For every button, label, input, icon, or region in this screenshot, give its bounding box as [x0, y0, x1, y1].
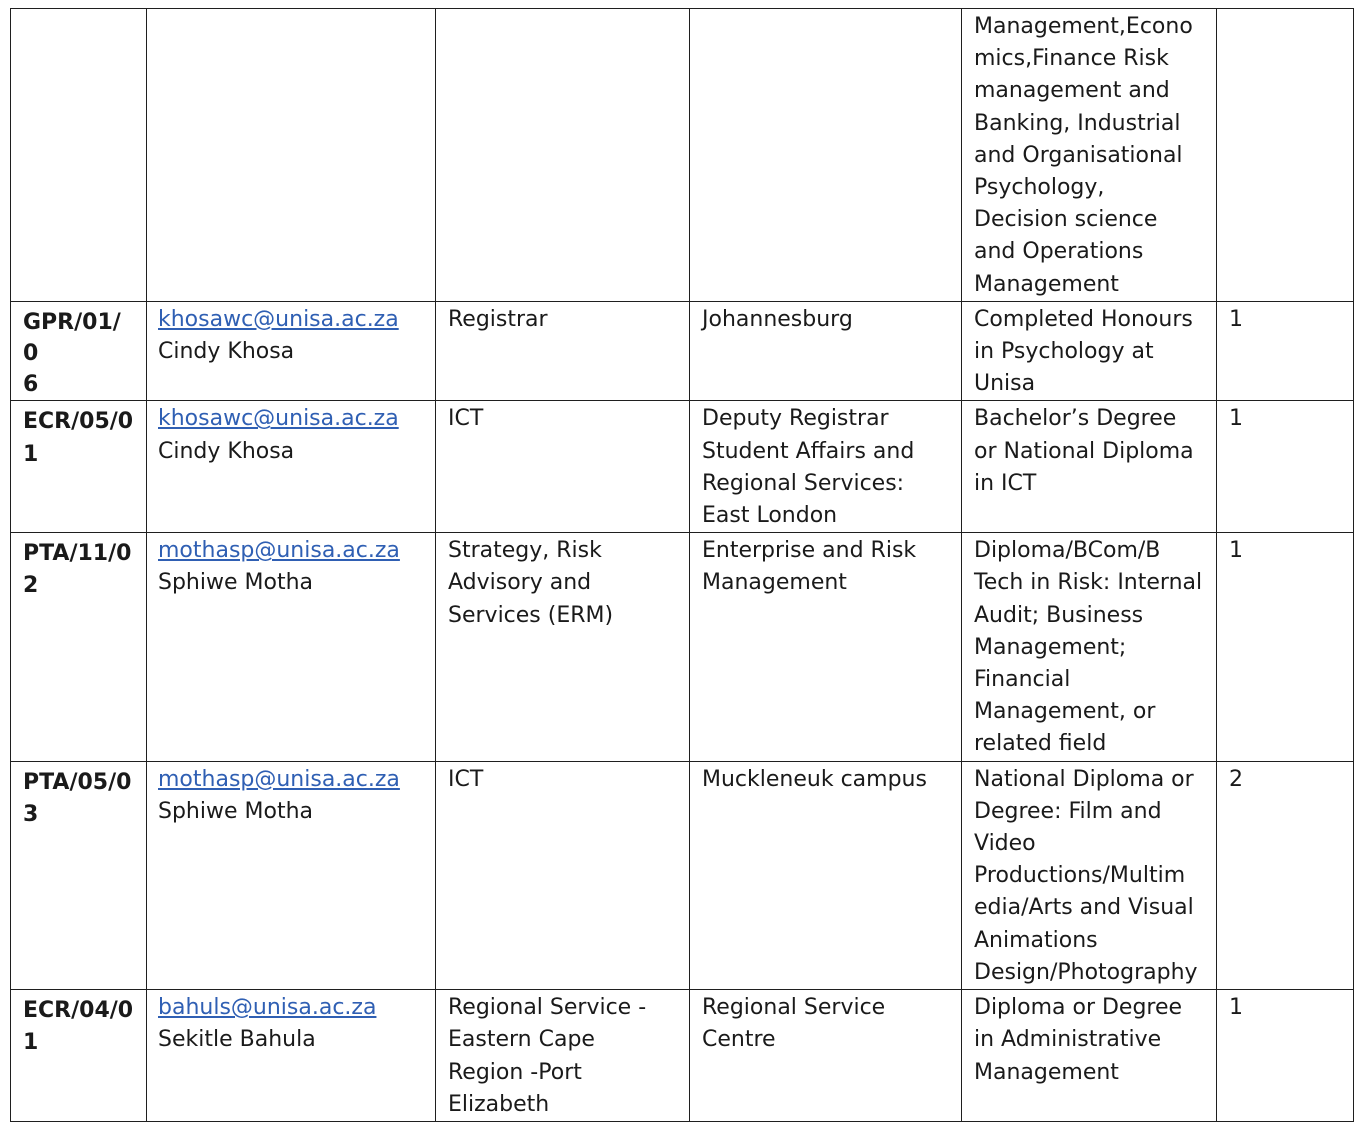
- qualification-cell: Diploma/BCom/B Tech in Risk: Internal Audit; Business Management; Financial Management, or related field: [962, 533, 1217, 761]
- table-row: [11, 761, 1354, 989]
- reference-cell: [11, 9, 147, 302]
- qualification-cell: National Diploma or Degree: Film and Video Productions/Multim edia/Arts and Visual Animations Design/Photography: [962, 761, 1217, 989]
- table-row: [11, 990, 1354, 1122]
- reference-cell: PTA/11/02: [11, 533, 147, 761]
- email-link[interactable]: khosawc@unisa.ac.za: [158, 406, 399, 432]
- contact-name: Sphiwe Motha: [158, 570, 313, 596]
- location-cell: Deputy Registrar Student Affairs and Regional Services: East London: [690, 401, 962, 533]
- table-row: [11, 301, 1354, 401]
- qualification-cell: Completed Honours in Psychology at Unisa: [962, 301, 1217, 401]
- posts-cell: 1: [1217, 301, 1354, 401]
- table-row: [11, 401, 1354, 533]
- contact-cell: [147, 761, 436, 989]
- reference-cell: PTA/05/03: [11, 761, 147, 989]
- location-cell: Muckleneuk campus: [690, 761, 962, 989]
- reference-cell: ECR/05/01: [11, 401, 147, 533]
- location-cell: Enterprise and Risk Management: [690, 533, 962, 761]
- qualification-cell: Diploma or Degree in Administrative Management: [962, 990, 1217, 1122]
- contact-cell: [147, 533, 436, 761]
- department-cell: Regional Service - Eastern Cape Region -Port Elizabeth: [436, 990, 690, 1122]
- contact-cell: [147, 990, 436, 1122]
- contact-cell: [147, 401, 436, 533]
- location-cell: Regional Service Centre: [690, 990, 962, 1122]
- email-link[interactable]: bahuls@unisa.ac.za: [158, 995, 377, 1021]
- posts-cell: 1: [1217, 533, 1354, 761]
- department-cell: ICT: [436, 401, 690, 533]
- contact-name: Sphiwe Motha: [158, 798, 313, 824]
- department-cell: Strategy, Risk Advisory and Services (ERM): [436, 533, 690, 761]
- qualification-text: Management,Econo mics,Finance Risk management and Banking, Industrial and Organisational Psychology, Decision science and Operations Management: [974, 14, 1193, 297]
- posts-cell: 1: [1217, 401, 1354, 533]
- email-link[interactable]: mothasp@unisa.ac.za: [158, 538, 400, 564]
- department-cell: Registrar: [436, 301, 690, 401]
- reference-cell: ECR/04/01: [11, 990, 147, 1122]
- contact-name: Cindy Khosa: [158, 339, 295, 365]
- table-row: [11, 9, 1354, 302]
- location-cell: [690, 9, 962, 302]
- contact-name: Sekitle Bahula: [158, 1027, 316, 1053]
- email-link[interactable]: mothasp@unisa.ac.za: [158, 766, 400, 792]
- posts-cell: 2: [1217, 761, 1354, 989]
- department-cell: ICT: [436, 761, 690, 989]
- contact-cell: [147, 301, 436, 401]
- department-cell: [436, 9, 690, 302]
- posts-cell: 1: [1217, 990, 1354, 1122]
- contact-name: Cindy Khosa: [158, 438, 295, 464]
- posts-cell: [1217, 9, 1354, 302]
- qualification-cell: [962, 9, 1217, 302]
- vacancies-table: [10, 8, 1354, 1122]
- reference-cell: GPR/01/0 6: [11, 301, 147, 401]
- contact-cell: [147, 9, 436, 302]
- email-link[interactable]: khosawc@unisa.ac.za: [158, 306, 399, 332]
- table-row: [11, 533, 1354, 761]
- qualification-cell: Bachelor’s Degree or National Diploma in ICT: [962, 401, 1217, 533]
- location-cell: Johannesburg: [690, 301, 962, 401]
